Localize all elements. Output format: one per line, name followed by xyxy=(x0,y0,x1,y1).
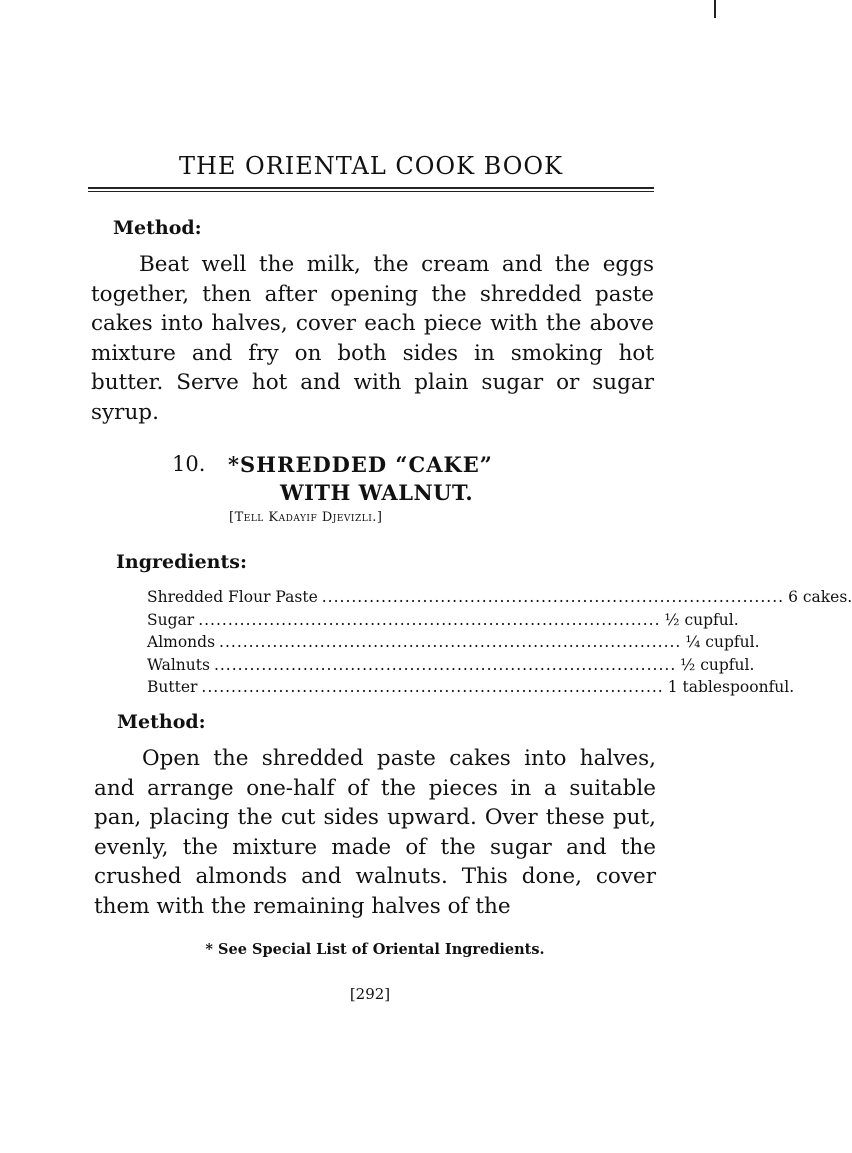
ingredient-amount: 6 cakes. xyxy=(788,588,852,606)
ingredient-amount: ½ cupful. xyxy=(664,610,739,629)
ingredient-amount: ½ cupful. xyxy=(680,655,755,674)
ingredient-row xyxy=(147,631,760,654)
ingredient-amount: ¼ cupful. xyxy=(685,633,760,651)
ingredient-name: Walnuts xyxy=(147,655,210,674)
ingredient-row xyxy=(147,654,755,677)
ingredient-row xyxy=(147,676,795,699)
dot-leader: .............................................................................. xyxy=(321,588,785,606)
method-text: Open the shredded paste cakes into halves, and arrange one-half of the pieces in a suitable pan, placing the cut sides upward. Over these put, evenly, the mixture made of the sugar and the crushed almonds and walnuts. This done, cover them with the remaining halves of the xyxy=(94,746,656,919)
recipe-title-line2: WITH WALNUT. xyxy=(280,480,474,505)
ingredients-list xyxy=(147,586,852,699)
ingredient-name: Shredded Flour Paste xyxy=(147,588,318,606)
ingredient-row xyxy=(147,586,852,609)
method-label: Method: xyxy=(117,711,206,733)
method-paragraph xyxy=(94,744,656,921)
page-edge-mark xyxy=(714,0,716,18)
ingredient-name: Sugar xyxy=(147,610,195,629)
footnote: * See Special List of Oriental Ingredients. xyxy=(205,941,545,958)
ingredient-amount: 1 tablespoonful. xyxy=(667,678,795,696)
recipe-subtitle: [Tell Kadayif Djevizli.] xyxy=(229,510,383,525)
method-label: Method: xyxy=(113,217,202,239)
ingredient-row xyxy=(147,609,739,632)
dot-leader: .............................................................................. xyxy=(198,610,661,629)
header-rule-thick xyxy=(88,187,654,189)
ingredients-label: Ingredients: xyxy=(116,551,247,573)
page-number: [292] xyxy=(349,985,391,1003)
dot-leader: .............................................................................. xyxy=(219,633,682,651)
recipe-title-line1: *SHREDDED “CAKE” xyxy=(228,452,493,477)
ingredient-name: Almonds xyxy=(147,633,216,651)
dot-leader: .............................................................................. xyxy=(201,678,664,696)
dot-leader: .............................................................................. xyxy=(213,655,677,674)
ingredient-name: Butter xyxy=(147,678,198,696)
header-rule-thin xyxy=(88,191,654,192)
running-header: THE ORIENTAL COOK BOOK xyxy=(178,152,564,180)
recipe-number: 10. xyxy=(172,452,206,476)
method-text: Beat well the milk, the cream and the eggs together, then after opening the shredded paste cakes into halves, cover each piece with the above mixture and fry on both sides in smoking hot butter. Serve hot and with plain sugar or sugar syrup. xyxy=(91,252,654,425)
method-paragraph xyxy=(91,250,654,427)
